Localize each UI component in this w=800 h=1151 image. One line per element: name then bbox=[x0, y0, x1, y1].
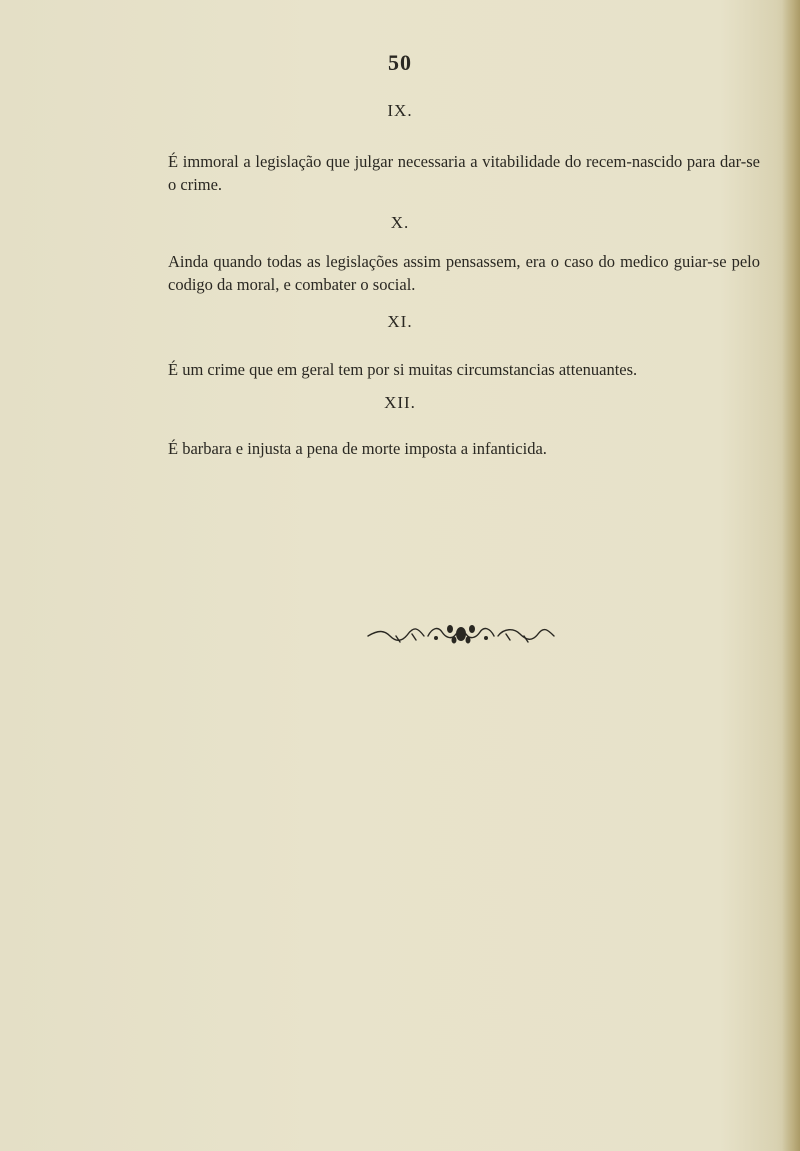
page-edge-shadow bbox=[782, 0, 800, 1151]
section-text-x: Ainda quando todas as legislações assim pensassem, era o caso do medico guiar-se pelo codigo da moral, e combater o social. bbox=[168, 252, 760, 294]
decorative-vine-ornament-icon bbox=[366, 622, 556, 648]
section-heading-x: X. bbox=[390, 213, 410, 232]
section-text-xi: É um crime que em geral tem por si muitas circumstancias attenuantes. bbox=[168, 360, 638, 379]
section-heading-xii: XII. bbox=[384, 393, 416, 412]
page-number: 50 bbox=[388, 50, 412, 75]
section-heading-xi: XI. bbox=[387, 312, 413, 331]
section-heading-ix: IX. bbox=[387, 101, 413, 120]
section-text-ix: É immoral a legislação que julgar necessaria a vitabilidade do recem-nascido para dar-se o crime. bbox=[168, 152, 760, 194]
section-text-xii: É barbara e injusta a pena de morte imposta a infanticida. bbox=[168, 439, 547, 458]
